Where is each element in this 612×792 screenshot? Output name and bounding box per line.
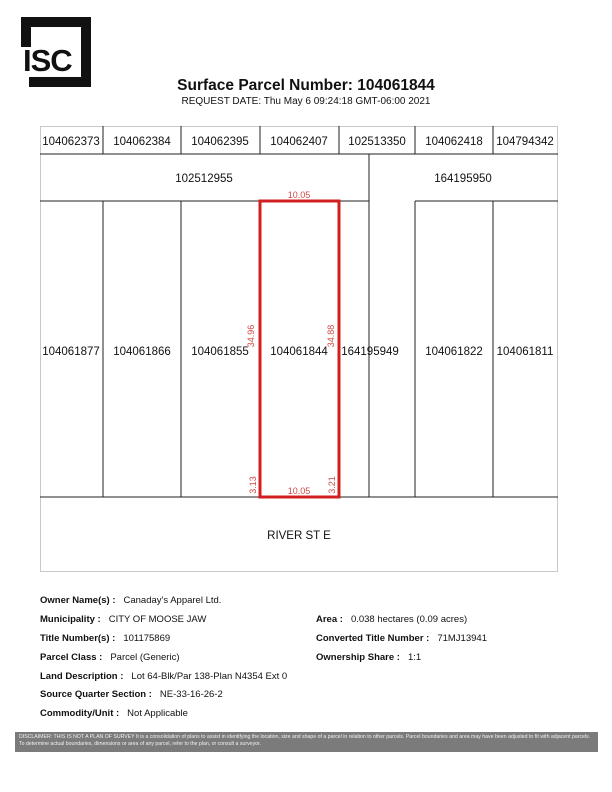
parcel-label-lot: 164195949: [341, 346, 399, 358]
ownership-share-row: [316, 652, 421, 663]
title-number-row: [40, 633, 170, 644]
parcel-label-lot: 104061855: [191, 346, 249, 358]
dimension-left-lower: 3.13: [248, 476, 258, 494]
land-description-label: Land Description :: [40, 671, 124, 682]
parcel-label-subject: 104061844: [270, 346, 328, 358]
owner-label: Owner Name(s) :: [40, 595, 116, 606]
commodity-row: [40, 708, 188, 719]
land-description-row: [40, 671, 287, 682]
title-number-value: 101175869: [123, 633, 171, 644]
page-title: Surface Parcel Number: 104061844: [177, 77, 435, 94]
parcel-map: [40, 126, 558, 572]
dimension-top: 10.05: [287, 190, 311, 200]
municipality-label: Municipality :: [40, 614, 101, 625]
dimension-bottom: 10.05: [287, 486, 311, 496]
converted-title-value: 71MJ13941: [437, 633, 487, 644]
source-quarter-label: Source Quarter Section :: [40, 689, 152, 700]
area-row: [316, 614, 467, 625]
area-value: 0.038 hectares (0.09 acres): [350, 614, 468, 625]
owner-value: Canaday's Apparel Ltd.: [123, 595, 222, 606]
parcel-label-mid-right: 164195950: [434, 173, 492, 185]
parcel-label-top: 102513350: [348, 136, 406, 148]
disclaimer: DISCLAIMER: THIS IS NOT A PLAN OF SURVEY It is a consolidation of plans to assist in identifying the location, size and shape of a parcel in relation to other parcels. Parcel boundaries and area may have been adjusted to fit with adjacent parcels. To determine actual boundaries, dimensions or area of any parcel, refer to the plan, or consult a surveyor.: [15, 732, 598, 752]
municipality-row: [40, 614, 206, 625]
parcel-label-top: 104062418: [425, 136, 483, 148]
ownership-share-value: 1:1: [407, 652, 422, 663]
parcel-label-top: 104794342: [496, 136, 554, 148]
parcel-label-lot: 104061877: [42, 346, 100, 358]
parcel-label-top: 104062384: [113, 136, 171, 148]
converted-title-row: [316, 633, 487, 644]
request-date: REQUEST DATE: Thu May 6 09:24:18 GMT-06:00 2021: [181, 96, 431, 107]
ownership-share-label: Ownership Share :: [316, 652, 400, 663]
source-quarter-row: [40, 689, 223, 700]
parcel-label-lot: 104061866: [113, 346, 171, 358]
dimension-right: 34.88: [326, 324, 336, 348]
street-label: RIVER ST E: [267, 530, 331, 542]
parcel-label-top: 104062373: [42, 136, 100, 148]
logo-text: ISC: [23, 43, 72, 78]
land-description-value: Lot 64-Blk/Par 138-Plan N4354 Ext 0: [131, 671, 288, 682]
dimension-right-lower: 3.21: [327, 476, 337, 494]
parcel-class-row: [40, 652, 180, 663]
title-number-label: Title Number(s) :: [40, 633, 116, 644]
owner-row: [40, 595, 221, 606]
commodity-label: Commodity/Unit :: [40, 708, 120, 719]
municipality-value: CITY OF MOOSE JAW: [108, 614, 207, 625]
parcel-class-value: Parcel (Generic): [110, 652, 180, 663]
parcel-class-label: Parcel Class :: [40, 652, 103, 663]
parcel-label-lot: 104061822: [425, 346, 483, 358]
dimension-left: 34.96: [246, 324, 256, 348]
converted-title-label: Converted Title Number :: [316, 633, 430, 644]
source-quarter-value: NE-33-16-26-2: [159, 689, 223, 700]
parcel-label-mid-left: 102512955: [175, 173, 233, 185]
commodity-value: Not Applicable: [127, 708, 188, 719]
area-label: Area :: [316, 614, 343, 625]
parcel-label-top: 104062395: [191, 136, 249, 148]
parcel-label-top: 104062407: [270, 136, 328, 148]
parcel-label-lot: 104061811: [496, 346, 554, 358]
